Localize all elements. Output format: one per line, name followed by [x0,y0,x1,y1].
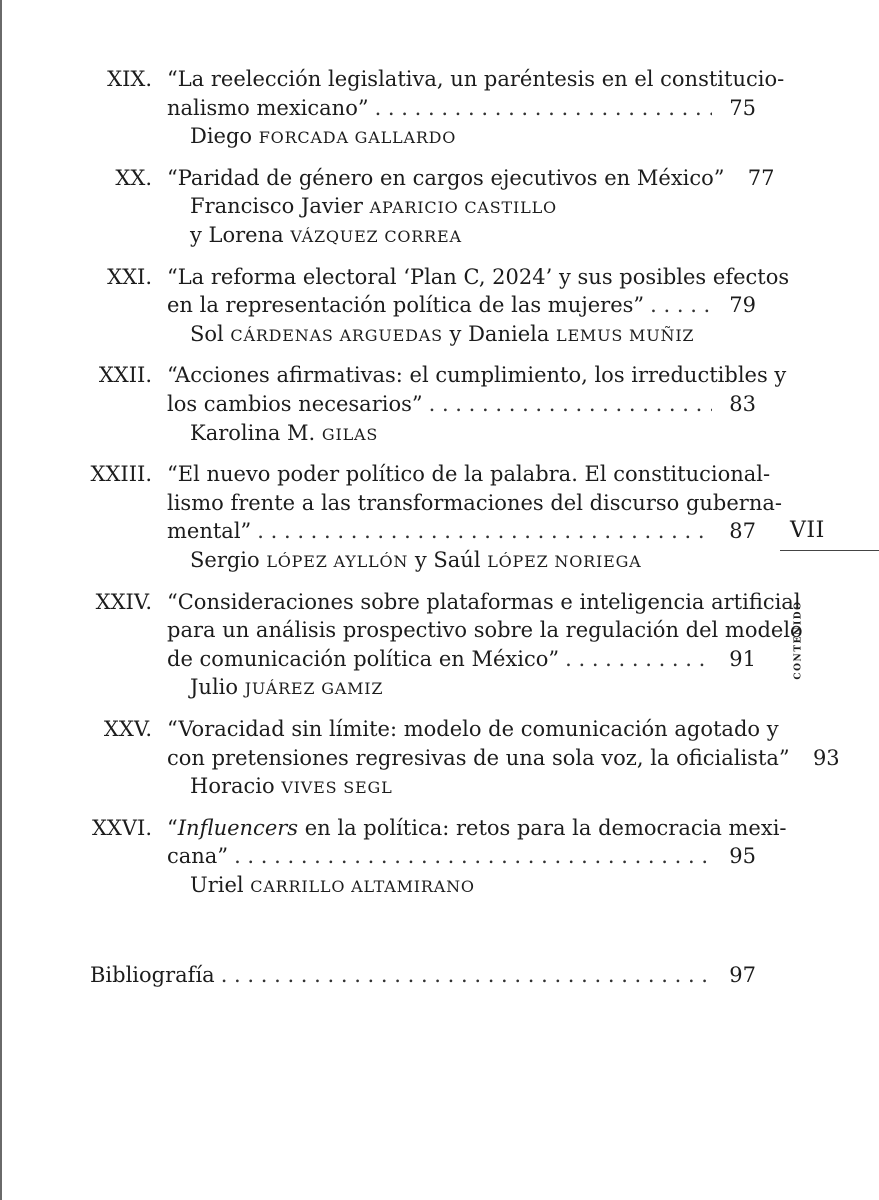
entry-title-line: “La reelección legislativa, un paréntesis en el constitucio- [167,67,785,91]
author-given-name: Sergio [190,548,267,572]
entry-number: XXIII. [90,462,152,487]
author-given-name: Sol [190,321,231,346]
dot-leader [234,841,712,871]
author-surname: LÓPEZ NORIEGA [487,552,642,571]
entry-title-text: los cambios necesarios” [167,392,423,416]
entry-number: XX. [115,165,152,190]
bibliography-page: 97 [729,963,756,987]
entry-number: XXVI. [91,815,152,840]
entry-page-number: 91 [729,646,756,671]
entry-title-line [167,389,756,419]
entry-author [190,191,557,221]
page-folio: VII [790,518,825,543]
author-surname: JUÁREZ GAMIZ [244,679,384,699]
author-given-name: y Lorena [190,223,291,247]
author-given-name: Uriel [190,873,251,897]
folio-rule [780,550,879,551]
entry-author [190,220,462,250]
entry-number: XXII. [98,363,152,388]
entry-title-line: “La reforma electoral ‘Plan C, 2024’ y sus posibles efectos [167,264,790,289]
author-surname: FORCADA GALLARDO [258,128,457,148]
entry-number: XIX. [107,67,152,91]
entry-title-text: cana” [167,844,229,869]
entry-author [190,319,694,349]
entry-title-text: “Paridad de género en cargos ejecutivos en México” [167,165,725,190]
author-surname: CÁRDENAS ARGUEDAS [230,325,443,345]
entry-title-line [167,841,756,871]
entry-title-line [167,644,756,674]
entry-title-text: con pretensiones regresivas de una sola voz, la oficialista” [167,745,790,770]
entry-page-number: 79 [729,293,756,318]
entry-title-text: nalismo mexicano” [167,95,369,120]
entry-title-line: “Influencers en la política: retos para la democracia mexi- [167,815,787,840]
entry-title-line: “Voracidad sin límite: modelo de comunicación agotado y [167,717,779,741]
author-given-name: Karolina M. [190,420,322,445]
dot-leader [565,644,712,674]
author-given-name: Horacio [190,774,282,799]
dot-leader [221,960,712,990]
bibliography-label: Bibliografía [90,963,215,987]
dot-leader [429,389,712,419]
entry-title-text: de comunicación política en México” [167,646,560,671]
entry-author [190,870,475,900]
dot-leader [375,93,712,123]
entry-title-line: lismo frente a las transformaciones del discurso guberna- [167,490,782,515]
entry-title-text: en la representación política de las mujeres” [167,293,645,318]
author-surname: LÓPEZ AYLLÓN [266,552,409,571]
entry-page-number: 75 [729,95,756,120]
toc-bibliography [90,960,756,990]
entry-number: XXI. [107,264,152,289]
author-surname: GILAS [321,424,379,444]
author-given-name: Francisco Javier [190,194,370,219]
entry-title-line: “El nuevo poder político de la palabra. El constitucional- [167,462,771,487]
entry-author [190,121,456,151]
author-given-name: Julio [190,675,245,700]
entry-title-line [167,93,756,123]
entry-title-text: mental” [167,519,252,544]
entry-author [190,672,383,702]
author-surname: VÁZQUEZ CORREA [290,227,462,246]
author-given-name: Diego [190,124,259,149]
entry-author [190,771,393,801]
author-given-name: y Daniela [442,321,557,346]
dot-leader [650,290,712,320]
entry-page-number: 87 [729,519,756,544]
entry-page-number: 77 [747,165,775,190]
table-of-contents [2,0,879,1200]
entry-author [190,545,642,575]
entry-title-line [167,290,756,320]
entry-title-line [167,163,775,193]
entry-author [190,418,378,448]
entry-title-line: “Acciones afirmativas: el cumplimiento, los irreductibles y [167,363,787,388]
entry-page-number: 83 [729,392,756,416]
entry-title-line: “Consideraciones sobre plataformas e inteligencia artificial [167,589,801,614]
entry-number: XXV. [103,717,152,741]
entry-title-line [167,516,756,546]
author-surname: APARICIO CASTILLO [369,198,557,218]
entry-number: XXIV. [95,589,152,614]
author-surname: VIVES SEGL [281,778,393,798]
author-given-name: y Saúl [408,548,488,572]
entry-page-number: 95 [729,844,756,869]
author-surname: CARRILLO ALTAMIRANO [250,877,475,896]
entry-title-line: para un análisis prospectivo sobre la regulación del modelo [167,618,803,643]
running-head-text: contenido [789,600,805,680]
dot-leader [257,516,712,546]
entry-page-number: 93 [812,745,840,770]
entry-title-line [167,743,840,773]
author-surname: LEMUS MUÑIZ [556,325,695,345]
